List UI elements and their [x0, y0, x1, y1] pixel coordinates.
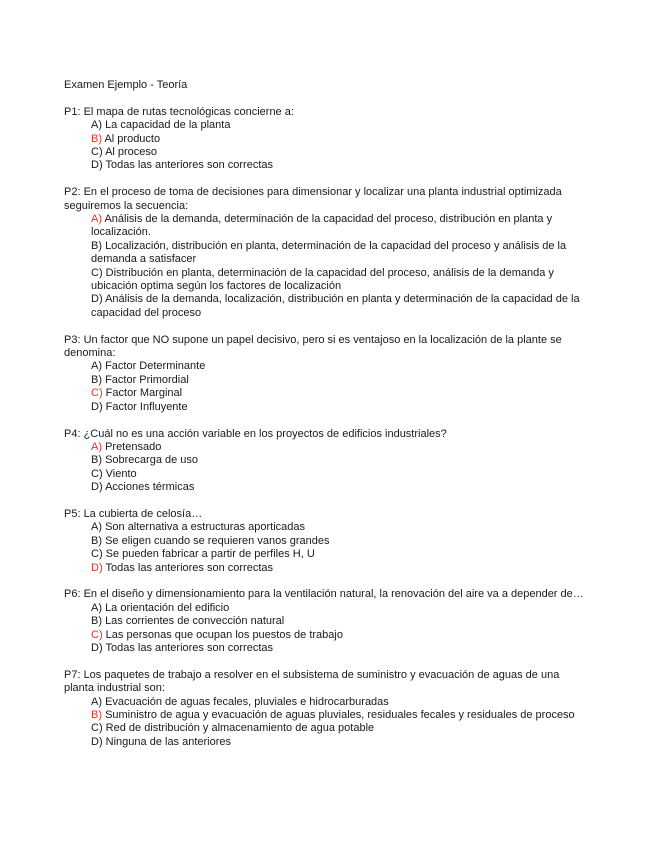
answer-option — [91, 722, 588, 735]
answer-letter: D) — [91, 159, 103, 172]
correct-answer-letter: C) — [91, 387, 103, 400]
answer-option — [91, 119, 588, 132]
answer-text: Factor Determinante — [105, 360, 206, 373]
answer-letter: A) — [91, 521, 102, 534]
answer-option — [91, 374, 588, 387]
answer-text: La capacidad de la planta — [105, 119, 231, 132]
answer-letter: D) — [91, 400, 103, 413]
correct-answer-letter: C) — [91, 628, 103, 641]
question-list — [64, 106, 588, 749]
answer-letter: A) — [91, 695, 102, 708]
answer-option — [91, 267, 588, 294]
question-text: P5: La cubierta de celosía… — [64, 507, 203, 520]
answer-letter: C) — [91, 266, 103, 279]
answer-options — [64, 696, 588, 750]
answer-text: Suministro de agua y evacuación de aguas pluviales, residuales fecales y residuales de proceso — [105, 708, 575, 721]
answer-text: Se pueden fabricar a partir de perfiles H, U — [105, 548, 315, 561]
answer-options — [64, 119, 588, 173]
correct-answer-letter: B) — [91, 132, 102, 145]
answer-option — [91, 736, 588, 749]
answer-letter: B) — [91, 373, 102, 386]
answer-option — [91, 133, 588, 146]
answer-text: Ninguna de las anteriores — [105, 735, 232, 748]
question-text: P1: El mapa de rutas tecnológicas concierne a: — [64, 105, 294, 118]
answer-text: Son alternativa a estructuras aporticadas — [105, 521, 306, 534]
answer-text: Todas las anteriores son correctas — [105, 561, 273, 574]
correct-answer-letter: A) — [91, 213, 102, 226]
answer-text: Red de distribución y almacenamiento de agua potable — [105, 722, 375, 735]
answer-options — [64, 441, 588, 495]
question-1 — [64, 106, 588, 173]
answer-text: Viento — [105, 467, 137, 480]
question-text: P7: Los paquetes de trabajo a resolver en el subsistema de suministro y evacuación de aguas de una planta industrial son: — [64, 668, 560, 695]
answer-text: Evacuación de aguas fecales, pluviales e hidrocarburadas — [105, 695, 389, 708]
answer-letter: B) — [91, 534, 102, 547]
answer-option — [91, 454, 588, 467]
correct-answer-letter: B) — [91, 708, 102, 721]
answer-text: Localización, distribución en planta, determinación de la capacidad del proceso y análisis de la demanda a satisfacer — [91, 239, 567, 266]
answer-text: Factor Primordial — [105, 373, 189, 386]
question-6 — [64, 588, 588, 655]
answer-option — [91, 481, 588, 494]
answer-option — [91, 360, 588, 373]
answer-options — [64, 360, 588, 414]
answer-option — [91, 562, 588, 575]
question-3 — [64, 334, 588, 414]
question-7 — [64, 669, 588, 749]
answer-text: Se eligen cuando se requieren vanos grandes — [105, 534, 330, 547]
answer-option — [91, 159, 588, 172]
question-text: P3: Un factor que NO supone un papel decisivo, pero si es ventajoso en la localización de la plante se denomina: — [64, 333, 562, 360]
answer-letter: D) — [91, 481, 103, 494]
answer-letter: B) — [91, 454, 102, 467]
question-text: P6: En el diseño y dimensionamiento para la ventilación natural, la renovación del aire va a depender de… — [64, 588, 584, 601]
answer-letter: C) — [91, 548, 103, 561]
question-text: P4: ¿Cuál no es una acción variable en los proyectos de edificios industriales? — [64, 427, 447, 440]
answer-letter: D) — [91, 735, 103, 748]
exam-title: Examen Ejemplo - Teoría — [64, 79, 188, 91]
answer-text: Sobrecarga de uso — [105, 454, 199, 467]
answer-option — [91, 602, 588, 615]
answer-letter: C) — [91, 467, 103, 480]
answer-option — [91, 521, 588, 534]
answer-text: Factor Influyente — [105, 400, 188, 413]
answer-letter: D) — [91, 293, 103, 306]
answer-letter: B) — [91, 615, 102, 628]
answer-option — [91, 629, 588, 642]
answer-option — [91, 468, 588, 481]
answer-option — [91, 401, 588, 414]
answer-text: Las personas que ocupan los puestos de trabajo — [105, 628, 343, 641]
answer-option — [91, 642, 588, 655]
answer-letter: C) — [91, 722, 103, 735]
answer-option — [91, 696, 588, 709]
question-text: P2: En el proceso de toma de decisiones para dimensionar y localizar una planta industrial optimizada seguiremos la secuencia: — [64, 186, 562, 212]
answer-letter: A) — [91, 119, 102, 132]
answer-option — [91, 615, 588, 628]
answer-text: Análisis de la demanda, localización, distribución en planta y determinación de la capacidad de la capacidad del proceso — [91, 293, 580, 319]
answer-letter: A) — [91, 601, 102, 614]
answer-options — [64, 602, 588, 656]
answer-text: Distribución en planta, determinación de la capacidad del proceso, análisis de la demanda y ubicación optima según los factores de localización — [91, 266, 554, 293]
answer-text: La orientación del edificio — [105, 601, 230, 614]
answer-letter: B) — [91, 239, 102, 252]
correct-answer-letter: D) — [91, 561, 103, 574]
answer-text: Factor Marginal — [105, 387, 183, 400]
answer-option — [91, 387, 588, 400]
answer-option — [91, 548, 588, 561]
answer-letter: A) — [91, 360, 102, 373]
answer-text: Pretensado — [105, 440, 162, 453]
correct-answer-letter: A) — [91, 440, 102, 453]
question-4 — [64, 428, 588, 495]
question-5 — [64, 508, 588, 575]
answer-option — [91, 240, 588, 267]
answer-text: Al proceso — [105, 146, 158, 159]
answer-text: Al producto — [104, 132, 161, 145]
answer-text: Acciones térmicas — [105, 481, 195, 494]
answer-text: Análisis de la demanda, determinación de la capacidad del proceso, distribución en planta y localización. — [91, 213, 553, 239]
answer-option — [91, 709, 588, 722]
answer-letter: D) — [91, 641, 103, 654]
question-2 — [64, 186, 588, 320]
answer-text: Todas las anteriores son correctas — [105, 159, 273, 172]
answer-option — [91, 293, 588, 320]
answer-letter: C) — [91, 146, 103, 159]
answer-option — [91, 146, 588, 159]
answer-text: Todas las anteriores son correctas — [105, 641, 273, 654]
answer-option — [91, 441, 588, 454]
answer-text: Las corrientes de convección natural — [105, 615, 285, 628]
answer-option — [91, 213, 588, 240]
answer-options — [64, 521, 588, 575]
answer-options — [64, 213, 588, 320]
answer-option — [91, 535, 588, 548]
